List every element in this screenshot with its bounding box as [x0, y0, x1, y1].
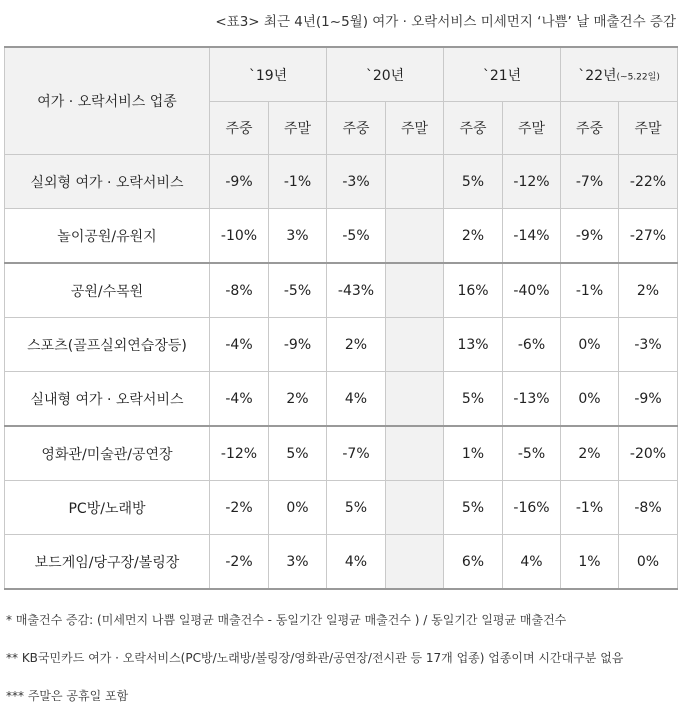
- value-cell: 5%: [444, 481, 503, 535]
- category-column-header: 여가 · 오락서비스 업종: [5, 47, 210, 155]
- value-cell: -8%: [210, 263, 269, 318]
- value-cell: 5%: [269, 426, 327, 481]
- value-cell: -43%: [327, 263, 386, 318]
- value-cell: [386, 318, 444, 372]
- value-cell: -7%: [327, 426, 386, 481]
- value-cell: -2%: [210, 535, 269, 590]
- value-cell: -1%: [561, 263, 619, 318]
- row-category: 놀이공원/유원지: [5, 209, 210, 264]
- value-cell: [386, 481, 444, 535]
- value-cell: -8%: [619, 481, 678, 535]
- row-category: 영화관/미술관/공연장: [5, 426, 210, 481]
- value-cell: -13%: [503, 372, 561, 427]
- table-row: [5, 318, 678, 372]
- value-cell: 5%: [327, 481, 386, 535]
- value-cell: 2%: [269, 372, 327, 427]
- value-cell: 1%: [561, 535, 619, 590]
- value-cell: -12%: [503, 155, 561, 209]
- value-cell: 2%: [561, 426, 619, 481]
- year-header-2020: `20년: [327, 47, 444, 102]
- value-cell: 2%: [444, 209, 503, 264]
- value-cell: -20%: [619, 426, 678, 481]
- value-cell: -40%: [503, 263, 561, 318]
- value-cell: 5%: [444, 155, 503, 209]
- footnotes: [6, 612, 623, 726]
- value-cell: 4%: [503, 535, 561, 590]
- row-category: 공원/수목원: [5, 263, 210, 318]
- value-cell: -14%: [503, 209, 561, 264]
- table-row: [5, 155, 678, 209]
- value-cell: -27%: [619, 209, 678, 264]
- value-cell: -9%: [561, 209, 619, 264]
- subheader-weekend: 주말: [619, 102, 678, 155]
- value-cell: 0%: [269, 481, 327, 535]
- footnote: ** KB국민카드 여가 · 오락서비스(PC방/노래방/볼링장/영화관/공연장/전시관 등 17개 업종) 업종이며 시간대구분 없음: [6, 651, 624, 665]
- row-category: 스포츠(골프실외연습장등): [5, 318, 210, 372]
- footnote: *** 주말은 공휴일 포함: [6, 689, 129, 703]
- year-header-2019: `19년: [210, 47, 327, 102]
- row-category: PC방/노래방: [5, 481, 210, 535]
- value-cell: -4%: [210, 372, 269, 427]
- year-header-2021: `21년: [444, 47, 561, 102]
- value-cell: 2%: [327, 318, 386, 372]
- value-cell: -22%: [619, 155, 678, 209]
- value-cell: [386, 535, 444, 590]
- value-cell: -10%: [210, 209, 269, 264]
- subheader-weekend: 주말: [269, 102, 327, 155]
- row-category: 실내형 여가 · 오락서비스: [5, 372, 210, 427]
- value-cell: 13%: [444, 318, 503, 372]
- value-cell: -3%: [619, 318, 678, 372]
- value-cell: 1%: [444, 426, 503, 481]
- value-cell: 3%: [269, 209, 327, 264]
- value-cell: -1%: [269, 155, 327, 209]
- subheader-weekday: 주중: [327, 102, 386, 155]
- value-cell: 0%: [561, 372, 619, 427]
- year-label-2022: `22년: [578, 67, 617, 84]
- value-cell: 0%: [619, 535, 678, 590]
- value-cell: [386, 372, 444, 427]
- value-cell: -12%: [210, 426, 269, 481]
- value-cell: 3%: [269, 535, 327, 590]
- table-row: [5, 535, 678, 590]
- value-cell: -9%: [269, 318, 327, 372]
- value-cell: -9%: [619, 372, 678, 427]
- table-row: [5, 263, 678, 318]
- subheader-weekend: 주말: [386, 102, 444, 155]
- year-header-2022: [561, 47, 678, 102]
- table-row: [5, 372, 678, 427]
- value-cell: [386, 209, 444, 264]
- value-cell: 0%: [561, 318, 619, 372]
- value-cell: -2%: [210, 481, 269, 535]
- table-row: [5, 426, 678, 481]
- footnote: * 매출건수 증감: (미세먼지 나쁨 일평균 매출건수 - 동일기간 일평균 매출건수 ) / 동일기간 일평균 매출건수: [6, 613, 567, 627]
- row-category: 실외형 여가 · 오락서비스: [5, 155, 210, 209]
- value-cell: -5%: [269, 263, 327, 318]
- value-cell: -1%: [561, 481, 619, 535]
- value-cell: 4%: [327, 535, 386, 590]
- subheader-weekend: 주말: [503, 102, 561, 155]
- value-cell: -4%: [210, 318, 269, 372]
- value-cell: -7%: [561, 155, 619, 209]
- table-row: [5, 209, 678, 264]
- value-cell: [386, 155, 444, 209]
- value-cell: -5%: [503, 426, 561, 481]
- subheader-weekday: 주중: [444, 102, 503, 155]
- subheader-weekday: 주중: [561, 102, 619, 155]
- value-cell: -9%: [210, 155, 269, 209]
- value-cell: 6%: [444, 535, 503, 590]
- sales-change-table: [4, 46, 678, 590]
- row-category: 보드게임/당구장/볼링장: [5, 535, 210, 590]
- value-cell: 2%: [619, 263, 678, 318]
- value-cell: -16%: [503, 481, 561, 535]
- value-cell: -6%: [503, 318, 561, 372]
- value-cell: 5%: [444, 372, 503, 427]
- value-cell: 16%: [444, 263, 503, 318]
- table-row: [5, 481, 678, 535]
- table-title: <표3> 최근 4년(1~5월) 여가 · 오락서비스 미세먼지 ‘나쁨’ 날 매출건수 증감: [215, 14, 676, 30]
- value-cell: -5%: [327, 209, 386, 264]
- value-cell: [386, 263, 444, 318]
- year-note-2022: (~5.22일): [616, 72, 660, 82]
- value-cell: -3%: [327, 155, 386, 209]
- value-cell: [386, 426, 444, 481]
- table-body: [5, 155, 678, 590]
- subheader-weekday: 주중: [210, 102, 269, 155]
- value-cell: 4%: [327, 372, 386, 427]
